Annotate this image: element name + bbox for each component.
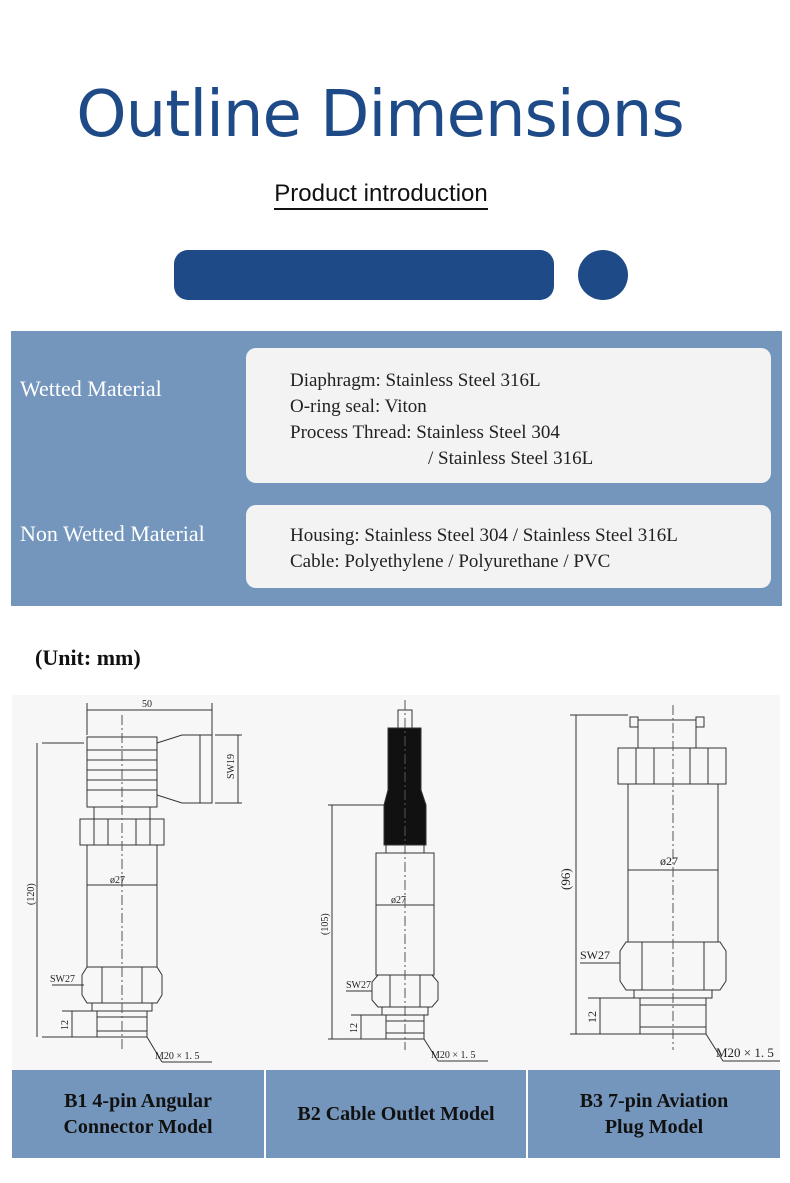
page-subtitle (0, 180, 762, 208)
b3-thread-length-label: 12 (585, 1011, 599, 1023)
b1-diameter-label: ø27 (110, 875, 125, 886)
drawing-b3 (528, 695, 780, 1070)
drawing-b2-svg (266, 695, 526, 1070)
b2-diameter-label: ø27 (391, 895, 406, 906)
b1-thread-length-label: 12 (60, 1020, 71, 1030)
wetted-material-box (246, 348, 771, 483)
drawing-b2 (266, 695, 526, 1070)
model-caption-line: B1 4-pin Angular (64, 1090, 212, 1112)
model-caption-line: B3 7-pin Aviation (579, 1090, 729, 1112)
b1-sw-hex-label: SW27 (50, 974, 75, 985)
b2-sw-hex-label: SW27 (346, 980, 371, 991)
non-wetted-material-label: Non Wetted Material (20, 521, 205, 546)
drawing-b1-svg (12, 695, 264, 1070)
non-wetted-line: Housing: Stainless Steel 304 / Stainless Steel 316L (290, 525, 678, 546)
subtitle-text: Product introduction (274, 180, 487, 210)
model-caption-line: B2 Cable Outlet Model (297, 1103, 495, 1125)
non-wetted-line: Cable: Polyethylene / Polyurethane / PVC (290, 551, 611, 572)
model-caption-b2 (266, 1070, 526, 1158)
model-caption-line: Plug Model (604, 1116, 704, 1138)
materials-panel (11, 331, 782, 606)
b2-thread-length-label: 12 (349, 1023, 360, 1033)
b2-height-label: (105) (320, 913, 331, 935)
drawing-b3-svg (528, 695, 780, 1070)
non-wetted-material-box (246, 505, 771, 588)
model-caption-line: Connector Model (63, 1116, 213, 1138)
b1-width-label: 50 (142, 699, 152, 710)
decorative-dot (578, 250, 628, 300)
wetted-line: Process Thread: Stainless Steel 304 (290, 422, 560, 443)
model-captions (12, 1070, 780, 1158)
drawing-b1 (12, 695, 264, 1070)
wetted-line: Diaphragm: Stainless Steel 316L (290, 370, 541, 391)
b1-sw-top-label: SW19 (226, 754, 237, 779)
b1-thread-label: M20 × 1. 5 (155, 1051, 200, 1062)
model-caption-b1 (12, 1070, 264, 1158)
unit-note: (Unit: mm) (35, 645, 141, 670)
b3-thread-label: M20 × 1. 5 (716, 1045, 774, 1060)
page-title: Outline Dimensions (76, 78, 684, 152)
wetted-material-label: Wetted Material (20, 376, 162, 401)
drawings-area (12, 695, 780, 1070)
model-caption-b3 (528, 1070, 780, 1158)
b3-diameter-label: ø27 (660, 854, 678, 868)
b2-thread-label: M20 × 1. 5 (431, 1050, 476, 1061)
wetted-line: / Stainless Steel 316L (428, 448, 594, 469)
decorative-bar (174, 250, 554, 300)
b3-sw-hex-label: SW27 (580, 948, 610, 962)
b3-height-label: (96) (558, 868, 573, 890)
wetted-line: O-ring seal: Viton (290, 396, 427, 417)
b1-height-label: (120) (26, 883, 37, 905)
